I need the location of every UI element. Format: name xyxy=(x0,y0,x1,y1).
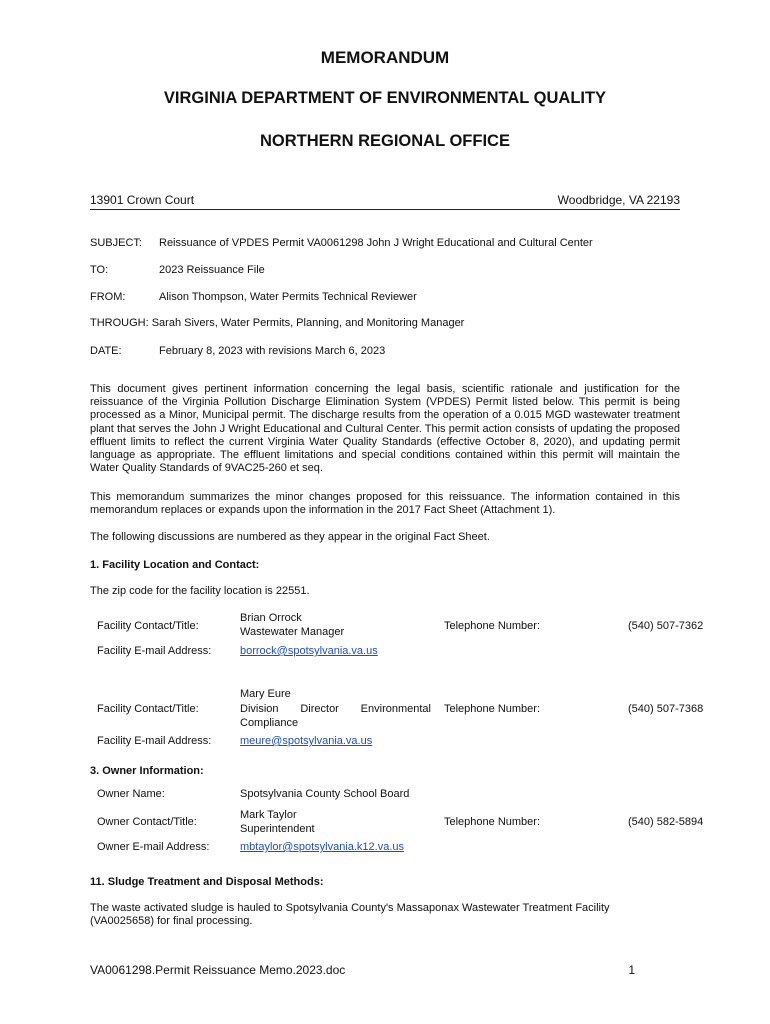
owner-contact-label: Owner Contact/Title: xyxy=(97,816,197,828)
contact-name: Mary Eure xyxy=(240,688,291,700)
contact-title-label: Facility Contact/Title: xyxy=(97,703,199,715)
address-line xyxy=(90,193,680,210)
subject-value: Reissuance of VPDES Permit VA0061298 John J Wright Educational and Cultural Center xyxy=(159,237,593,249)
telephone-label: Telephone Number: xyxy=(444,816,541,828)
contact-phone: (540) 507-7362 xyxy=(628,620,704,632)
contact-name: Brian Orrock xyxy=(240,612,302,624)
intro-paragraph: This document gives pertinent information concerning the legal basis, scientific rationale and justification for the reissuance of the Virginia Pollution Discharge Elimination System (VPDES) Permit listed below. This permit is being processed as a Minor, Municipal permit. The discharge results from the operation of a 0.015 MGD wastewater treatment plant that serves the John J Wright Educational and Cultural Center. This permit action consists of updating the proposed effluent limits to reflect the current Virginia Water Quality Standards (effective October 8, 2020), and updating permit language as appropriate. The effluent limitations and special conditions contained within this permit will maintain the Water Quality Standards of 9VAC25-260 et seq. xyxy=(90,383,680,475)
section-1-heading: 1. Facility Location and Contact: xyxy=(90,559,260,571)
telephone-label: Telephone Number: xyxy=(444,620,541,632)
owner-contact-title: Superintendent xyxy=(240,823,315,835)
address-city: Woodbridge, VA 22193 xyxy=(557,193,680,207)
zip-code-text: The zip code for the facility location is 22551. xyxy=(90,585,310,597)
owner-phone: (540) 582-5894 xyxy=(628,816,704,828)
email-label: Facility E-mail Address: xyxy=(97,735,212,747)
office-name: NORTHERN REGIONAL OFFICE xyxy=(260,132,510,150)
owner-email-label: Owner E-mail Address: xyxy=(97,841,210,853)
contact-email-link[interactable]: meure@spotsylvania.va.us xyxy=(240,735,373,747)
date-value: February 8, 2023 with revisions March 6, 2023 xyxy=(159,345,386,357)
date-label: DATE: xyxy=(90,345,122,357)
memo-title: MEMORANDUM xyxy=(320,48,450,67)
subject-label: SUBJECT: xyxy=(90,237,142,249)
from-value: Alison Thompson, Water Permits Technical Reviewer xyxy=(159,291,417,303)
footer-filename: VA0061298.Permit Reissuance Memo.2023.doc xyxy=(90,963,346,977)
contact-email-link[interactable]: borrock@spotsylvania.va.us xyxy=(240,645,378,657)
discussion-note: The following discussions are numbered as they appear in the original Fact Sheet. xyxy=(90,531,490,543)
section-11-heading: 11. Sludge Treatment and Disposal Methods: xyxy=(90,876,324,888)
to-label: TO: xyxy=(90,264,109,276)
email-label: Facility E-mail Address: xyxy=(97,645,212,657)
to-value: 2023 Reissuance File xyxy=(159,264,265,276)
page-number: 1 xyxy=(628,963,635,977)
contact-title-label: Facility Contact/Title: xyxy=(97,620,199,632)
contact-title-continued: Compliance xyxy=(240,717,299,729)
owner-contact-name: Mark Taylor xyxy=(240,809,297,821)
section-3-heading: 3. Owner Information: xyxy=(90,765,204,777)
department-name: VIRGINIA DEPARTMENT OF ENVIRONMENTAL QUALITY xyxy=(163,89,607,107)
through-line: THROUGH: Sarah Sivers, Water Permits, Planning, and Monitoring Manager xyxy=(90,317,465,329)
address-street: 13901 Crown Court xyxy=(90,193,195,207)
owner-name-label: Owner Name: xyxy=(97,788,165,800)
summary-paragraph: This memorandum summarizes the minor changes proposed for this reissuance. The information contained in this memorandum replaces or expands upon the information in the 2017 Fact Sheet (Attachment 1). xyxy=(90,491,680,517)
page-footer xyxy=(90,963,635,977)
contact-title: Wastewater Manager xyxy=(240,626,345,638)
contact-title: Division Director Environmental xyxy=(240,703,431,715)
owner-name: Spotsylvania County School Board xyxy=(240,788,410,800)
from-label: FROM: xyxy=(90,291,126,303)
sludge-paragraph: The waste activated sludge is hauled to Spotsylvania County's Massaponax Wastewater Treatment Facility (VA0025658) for final processing. xyxy=(90,902,610,928)
owner-email-link[interactable]: mbtaylor@spotsylvania.k12.va.us xyxy=(240,841,405,853)
contact-phone: (540) 507-7368 xyxy=(628,703,704,715)
telephone-label: Telephone Number: xyxy=(444,703,541,715)
